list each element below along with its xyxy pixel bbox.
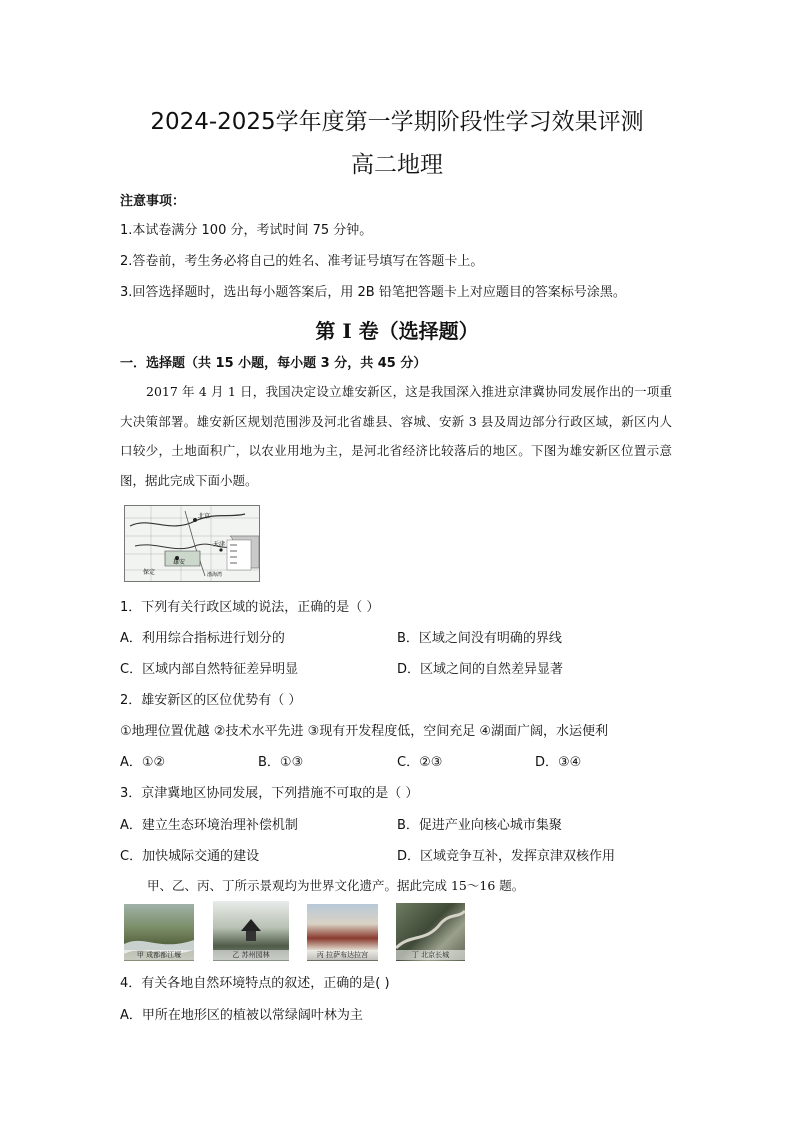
notice-item: 1.本试卷满分 100 分，考试时间 75 分钟。 bbox=[120, 223, 373, 238]
map-label-tianjin: 天津 bbox=[213, 541, 226, 548]
q3-option-a[interactable]: A．建立生态环境治理补偿机制 bbox=[120, 818, 298, 833]
q3-option-b[interactable]: B．促进产业向核心城市集聚 bbox=[397, 818, 562, 833]
q2-option-b[interactable]: B．①③ bbox=[258, 755, 304, 770]
photo-caption: 乙 苏州园林 bbox=[213, 950, 289, 960]
notice-item: 2.答卷前，考生务必将自己的姓名、准考证号填写在答题卡上。 bbox=[120, 254, 484, 269]
map-label-bohai: 渤海湾 bbox=[207, 572, 223, 578]
photo-caption: 丁 北京长城 bbox=[396, 950, 465, 960]
q1-option-c[interactable]: C．区域内部自然特征差异明显 bbox=[120, 662, 299, 677]
q4-option-a[interactable]: A．甲所在地形区的植被以常绿阔叶林为主 bbox=[120, 1008, 363, 1023]
photo-suzhou-garden bbox=[213, 901, 289, 961]
q1-option-d[interactable]: D．区域之间的自然差异显著 bbox=[397, 662, 564, 677]
map-graphic bbox=[125, 506, 259, 581]
photo-caption: 甲 成都都江堰 bbox=[124, 950, 194, 960]
q3-option-c[interactable]: C．加快城际交通的建设 bbox=[120, 849, 260, 864]
q2-option-c[interactable]: C．②③ bbox=[397, 755, 443, 770]
map-label-baoding: 保定 bbox=[143, 569, 156, 576]
photo-great-wall bbox=[396, 903, 465, 961]
q2-option-d[interactable]: D．③④ bbox=[535, 755, 582, 770]
photo-dujiangyan bbox=[124, 904, 194, 961]
question-4-stem: 4．有关各地自然环境特点的叙述，正确的是( ) bbox=[120, 976, 390, 991]
photo-caption: 丙 拉萨布达拉宫 bbox=[307, 950, 378, 960]
map-label-xiongan: 雄安 bbox=[173, 559, 186, 566]
notice-item: 3.回答选择题时，选出每小题答案后，用 2B 铅笔把答题卡上对应题目的答案标号涂黑。 bbox=[120, 285, 626, 300]
photo-potala-palace bbox=[307, 904, 378, 961]
q1-option-b[interactable]: B．区域之间没有明确的界线 bbox=[397, 631, 562, 646]
q1-option-a[interactable]: A．利用综合指标进行划分的 bbox=[120, 631, 285, 646]
question-1-stem: 1．下列有关行政区域的说法，正确的是（ ） bbox=[120, 600, 380, 615]
question-3-stem: 3．京津冀地区协同发展，下列措施不可取的是（ ） bbox=[120, 786, 419, 801]
question-2-statements: ①地理位置优越 ②技术水平先进 ③现有开发程度低，空间充足 ④湖面广阔，水运便利 bbox=[120, 724, 609, 739]
part-heading: 一．选择题（共 15 小题，每小题 3 分，共 45 分） bbox=[120, 356, 427, 371]
notice-heading: 注意事项： bbox=[120, 194, 186, 209]
xiongan-location-map bbox=[124, 505, 260, 582]
q2-option-a[interactable]: A．①② bbox=[120, 755, 166, 770]
subject-title: 高二地理 bbox=[351, 152, 443, 178]
exam-title: 2024-2025学年度第一学期阶段性学习效果评测 bbox=[150, 109, 644, 135]
map-label-beijing: 北京 bbox=[198, 513, 211, 520]
passage-heritage: 甲、乙、丙、丁所示景观均为世界文化遗产。据此完成 15～16 题。 bbox=[147, 878, 525, 893]
question-2-stem: 2．雄安新区的区位优势有（ ） bbox=[120, 693, 302, 708]
passage-xiongan: 2017 年 4 月 1 日，我国决定设立雄安新区，这是我国深入推进京津冀协同发展作出的一项重大决策部署。雄安新区规划范围涉及河北省雄县、容城、安新 3 县及周边部分行政区域，新区内人口较少，土地面积广，以农业用地为主，是河北省经济比较落后的地区。下图为雄安新区位置示意图，据此完成下面小题。 bbox=[120, 384, 672, 488]
q3-option-d[interactable]: D．区域竞争互补，发挥京津双核作用 bbox=[397, 849, 616, 864]
section-title: 第 I 卷（选择题） bbox=[315, 319, 479, 343]
